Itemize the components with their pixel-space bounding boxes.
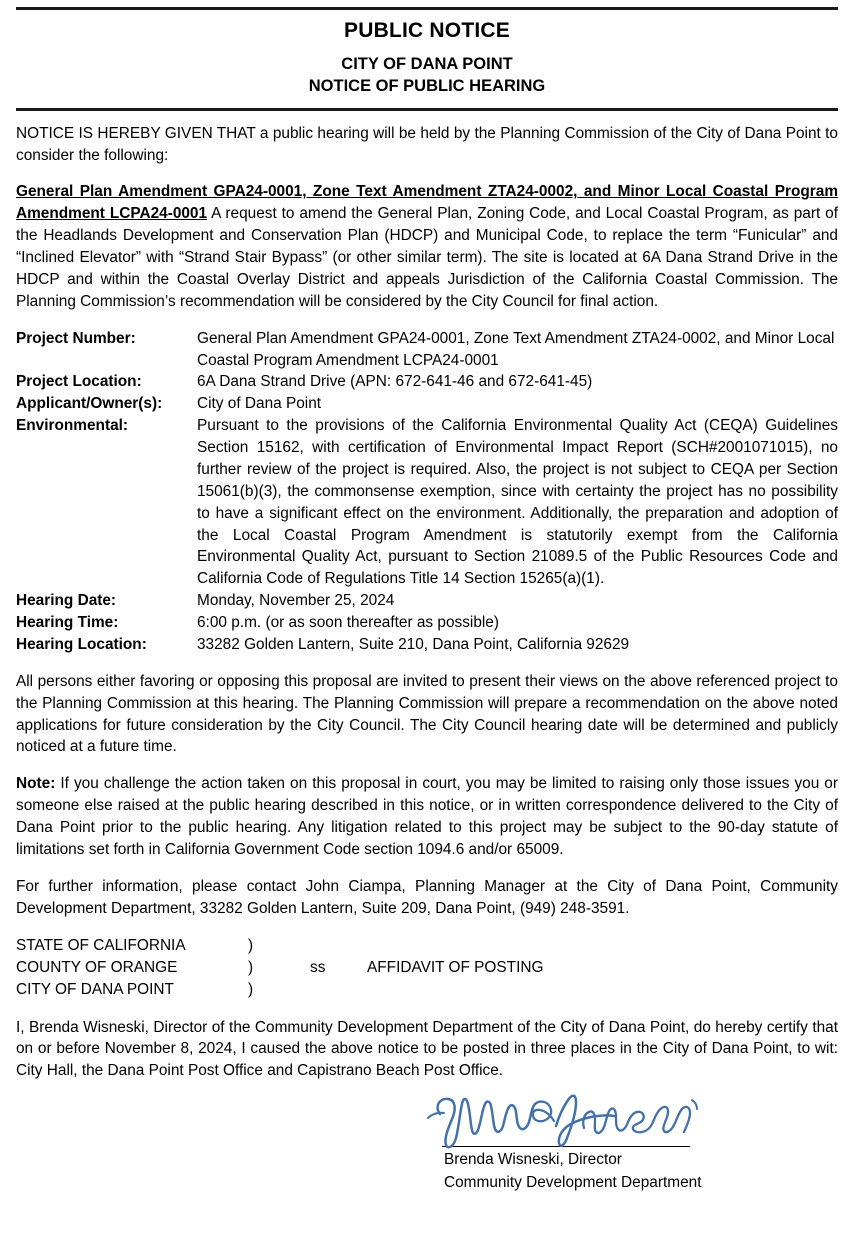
project-summary-description: A request to amend the General Plan, Zoning Code, and Local Coastal Program, as part of the Headlands Development and Conservation Plan (HDCP) and Municipal Code, to replace the term “Funicular” and “Inclined Elevator” with “Strand Stair Bypass” (or other similar term). The site is located at 6A Dana Strand Drive in the HDCP and within the Coastal Overlay District and appeals Jurisdiction of the California Coastal Commission. The Planning Commission’s recommendation will be considered by the City Council for final action. <box>16 205 838 310</box>
table-row <box>16 935 543 957</box>
affidavit-ss-city <box>310 979 367 1001</box>
affidavit-paren-city: ) <box>248 981 254 999</box>
signature-name: Brenda Wisneski, Director <box>444 1151 622 1169</box>
affidavit-paren-state: ) <box>248 936 254 954</box>
detail-value-hearing-date: Monday, November 25, 2024 <box>197 592 395 610</box>
table-row <box>16 957 543 979</box>
intro-paragraph: NOTICE IS HEREBY GIVEN THAT a public hearing will be held by the Planning Commission of the City of Dana Point to consider the following: <box>16 124 838 164</box>
table-row <box>16 393 838 415</box>
table-row <box>16 979 543 1001</box>
affidavit-ss-county: ss <box>310 958 326 976</box>
signature-line <box>442 1102 690 1147</box>
note-label: Note: <box>16 775 56 793</box>
document-body <box>16 111 838 1194</box>
detail-label-hearing-location: Hearing Location: <box>16 635 147 653</box>
note-text: If you challenge the action taken on this proposal in court, you may be limited to raising only those issues you or someone else raised at the public hearing described in this notice, or in written correspondence delivered to the City of Dana Point prior to the public hearing. Any litigation related to this project may be subject to the 90-day statute of limitations set forth in California Government Code section 1094.6 and/or 65009. <box>16 775 838 858</box>
affidavit-title-posting: AFFIDAVIT OF POSTING <box>367 958 544 976</box>
note-paragraph <box>16 773 838 861</box>
detail-value-project-location: 6A Dana Strand Drive (APN: 672-641-46 and 672-641-45) <box>197 373 593 391</box>
project-summary-paragraph <box>16 181 838 312</box>
table-row <box>16 590 838 612</box>
detail-label-environmental: Environmental: <box>16 417 129 435</box>
affidavit-header-block <box>16 935 543 1002</box>
detail-value-hearing-location: 33282 Golden Lantern, Suite 210, Dana Point, California 92629 <box>197 635 630 653</box>
detail-label-hearing-time: Hearing Time: <box>16 614 119 632</box>
detail-value-hearing-time: 6:00 p.m. (or as soon thereafter as possible) <box>197 614 499 632</box>
document-header <box>16 10 838 102</box>
page-title: PUBLIC NOTICE <box>344 19 510 42</box>
affidavit-locale-county: COUNTY OF ORANGE <box>16 958 178 976</box>
affidavit-locale-state: STATE OF CALIFORNIA <box>16 936 186 954</box>
detail-value-environmental: Pursuant to the provisions of the California Environmental Quality Act (CEQA) Guidelines Section 15162, with certification of Environmental Impact Report (SCH#2001071015), no further review of the project is required. Also, the project is not subject to CEQA per Section 15061(b)(3), the commonsense exemption, since with certainty the project has no possibility to have a significant effect on the environment. Additionally, the preparation and adoption of the Local Coastal Program Amendment is statutorily exempt from the California Environmental Quality Act, pursuant to Section 21089.5 of the Public Resources Code and California Code of Regulations Title 14 Section 15265(a)(1). <box>197 417 838 588</box>
detail-label-project-number: Project Number: <box>16 329 136 347</box>
project-details-table <box>16 328 838 656</box>
signature-department: Community Development Department <box>444 1174 702 1192</box>
detail-value-project-number: General Plan Amendment GPA24-0001, Zone Text Amendment ZTA24-0002, and Minor Local Coastal Program Amendment LCPA24-0001 <box>197 329 835 369</box>
detail-value-applicant-owner: City of Dana Point <box>197 395 322 413</box>
public-notice-document <box>0 7 854 1233</box>
table-row <box>16 415 838 590</box>
certification-paragraph: I, Brenda Wisneski, Director of the Community Development Department of the City of Dana Point, do hereby certify that on or before November 8, 2024, I caused the above notice to be posted in three places in the City of Dana Point, to wit: City Hall, the Dana Point Post Office and Capistrano Beach Post Office. <box>16 1018 838 1080</box>
table-row <box>16 612 838 634</box>
detail-label-applicant-owner: Applicant/Owner(s): <box>16 395 163 413</box>
contact-paragraph: For further information, please contact John Ciampa, Planning Manager at the City of Dana Point, Community Development Department, 33282 Golden Lantern, Suite 209, Dana Point, (949) 248-3591. <box>16 877 838 917</box>
participation-paragraph: All persons either favoring or opposing this proposal are invited to present their views on the above referenced project to the Planning Commission at this hearing. The Planning Commission will prepare a recommendation on the above noted applications for future consideration by the City Council. The City Council hearing date will be determined and publicly noticed at a future time. <box>16 672 838 756</box>
table-row <box>16 634 838 656</box>
signature-block <box>16 1102 838 1194</box>
table-row <box>16 371 838 393</box>
affidavit-ss-state <box>310 935 367 957</box>
affidavit-title-city <box>367 979 543 1001</box>
header-subtitle: NOTICE OF PUBLIC HEARING <box>308 76 546 95</box>
project-summary-heading: General Plan Amendment GPA24-0001, Zone Text Amendment ZTA24-0002, and Minor Local Coastal Program Amendment LCPA24-0001 <box>16 183 838 223</box>
affidavit-locale-city: CITY OF DANA POINT <box>16 981 174 999</box>
affidavit-paren-county: ) <box>248 958 254 976</box>
affidavit-title-state <box>367 935 543 957</box>
detail-label-project-location: Project Location: <box>16 373 142 391</box>
header-city: CITY OF DANA POINT <box>341 55 513 74</box>
detail-label-hearing-date: Hearing Date: <box>16 592 117 610</box>
table-row <box>16 328 838 372</box>
